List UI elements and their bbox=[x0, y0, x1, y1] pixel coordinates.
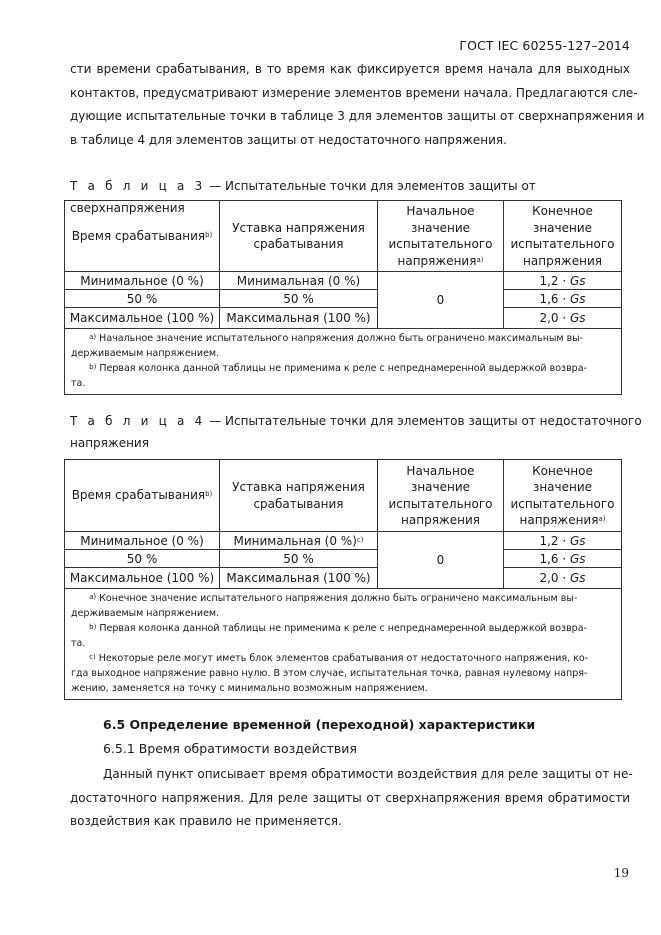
table4-caption-line2: напряжения bbox=[70, 436, 149, 450]
section-line: достаточного напряжения. Для реле защиты от сверхнапряжения время обратимости bbox=[70, 790, 630, 805]
section-line: Данный пункт описывает время обратимости воздействия для реле защиты от не- bbox=[103, 767, 633, 781]
table3-header-setting: Уставка напряжения срабатывания bbox=[220, 201, 378, 272]
footnote-a-cont: держиваемым напряжением. bbox=[71, 608, 220, 619]
footnote-a: $^{a)}$ Начальное значение испытательного напряжения должно быть ограничено максимальным вы- bbox=[89, 333, 584, 344]
footnote-a: $^{a)}$ Конечное значение испытательного напряжения должно быть ограничено максимальным вы- bbox=[89, 593, 578, 604]
table4-header-time: Время срабатывания$^{b)}$ bbox=[65, 460, 220, 532]
table4-cell-final: 2,0 · Gs bbox=[504, 568, 622, 589]
table4-cell-initial: 0 bbox=[378, 532, 504, 589]
table-row bbox=[65, 568, 622, 589]
table4-footnotes bbox=[65, 589, 622, 700]
table3-cell-final: 2,0 · Gs bbox=[504, 308, 622, 329]
page-number: 19 bbox=[613, 866, 629, 880]
table3-cell-setting: Максимальная (100 %) bbox=[220, 308, 378, 329]
table4-cell-time: 50 % bbox=[65, 550, 220, 568]
table3-header-time: Время срабатывания$^{b)}$ bbox=[65, 201, 220, 272]
table4-cell-time: Максимальное (100 %) bbox=[65, 568, 220, 589]
section-line: воздействия как правило не применяется. bbox=[70, 814, 342, 828]
footnote-b: $^{b)}$ Первая колонка данной таблицы не применима к реле с непреднамеренной выдержкой возвра- bbox=[89, 623, 587, 634]
table3-cell-time: Максимальное (100 %) bbox=[65, 308, 220, 329]
footnote-c-cont: гда выходное напряжение равно нулю. В этом случае, испытательная точка, равная нулевому напря- bbox=[71, 668, 588, 679]
table4-cell-setting: 50 % bbox=[220, 550, 378, 568]
table-row bbox=[65, 290, 622, 308]
table3-cell-initial: 0 bbox=[378, 272, 504, 329]
table4-cell-final: 1,2 · Gs bbox=[504, 532, 622, 550]
intro-line: дующие испытательные точки в таблице 3 для элементов защиты от сверхнапряжения и bbox=[70, 109, 645, 123]
table4 bbox=[64, 459, 622, 700]
table4-caption-text: — Испытательные точки для элементов защиты от недостаточного bbox=[205, 414, 642, 428]
table3-cell-time: Минимальное (0 %) bbox=[65, 272, 220, 290]
table3-cell-final: 1,6 · Gs bbox=[504, 290, 622, 308]
section-heading: 6.5 Определение временной (переходной) характеристики bbox=[103, 717, 536, 732]
footnote-c: $^{c)}$ Некоторые реле могут иметь блок элементов срабатывания от недостаточного напряжения, ко- bbox=[89, 653, 589, 664]
table-row bbox=[65, 550, 622, 568]
table4-cell-time: Минимальное (0 %) bbox=[65, 532, 220, 550]
intro-paragraph bbox=[70, 58, 645, 152]
table-row bbox=[65, 272, 622, 290]
table4-header-setting: Уставка напряжения срабатывания bbox=[220, 460, 378, 532]
table3-cell-setting: Минимальная (0 %) bbox=[220, 272, 378, 290]
footnote-b-cont: та. bbox=[71, 638, 86, 649]
table4-cell-setting: Максимальная (100 %) bbox=[220, 568, 378, 589]
table4-header-initial: Начальное значение испытательного напряжения bbox=[378, 460, 504, 532]
table3-caption-text: — Испытательные точки для элементов защиты от сверхнапряжения bbox=[70, 179, 536, 215]
table-row bbox=[65, 308, 622, 329]
intro-line: в таблице 4 для элементов защиты от недостаточного напряжения. bbox=[70, 132, 507, 147]
intro-line: сти времени срабатывания, в то время как фиксируется время начала для выходных bbox=[70, 62, 630, 76]
footnote-b-cont: та. bbox=[71, 378, 86, 389]
table4-header-final: Конечное значение испытательного напряжения$^{a)}$ bbox=[504, 460, 622, 532]
table-row bbox=[65, 532, 622, 550]
footnote-a-cont: держиваемым напряжением. bbox=[71, 348, 220, 359]
table3-caption-label: Т а б л и ц а 3 bbox=[70, 179, 206, 193]
table4-caption bbox=[70, 410, 642, 454]
section-paragraph bbox=[70, 763, 633, 834]
table3-header-initial: Начальное значение испытательного напряжения$^{a)}$ bbox=[378, 201, 504, 272]
table3-cell-final: 1,2 · Gs bbox=[504, 272, 622, 290]
document-code: ГОСТ IEC 60255-127–2014 bbox=[459, 38, 630, 53]
table4-caption-label: Т а б л и ц а 4 bbox=[70, 414, 206, 428]
table3-header-final: Конечное значение испытательного напряжения bbox=[504, 201, 622, 272]
footnote-b: $^{b)}$ Первая колонка данной таблицы не применима к реле с непреднамеренной выдержкой возвра- bbox=[89, 363, 587, 374]
table3 bbox=[64, 200, 622, 395]
intro-line: контактов, предусматривают измерение элементов времени начала. Предлагаются сле- bbox=[70, 85, 638, 100]
table4-cell-final: 1,6 · Gs bbox=[504, 550, 622, 568]
table4-cell-setting: Минимальная (0 %)$^{c)}$ bbox=[220, 532, 378, 550]
footnote-c-cont2: жению, заменяется на точку с минимально возможным напряжением. bbox=[71, 683, 428, 694]
table3-cell-time: 50 % bbox=[65, 290, 220, 308]
table3-cell-setting: 50 % bbox=[220, 290, 378, 308]
table3-footnotes bbox=[65, 329, 622, 395]
subsection-heading: 6.5.1 Время обратимости воздействия bbox=[103, 741, 357, 756]
